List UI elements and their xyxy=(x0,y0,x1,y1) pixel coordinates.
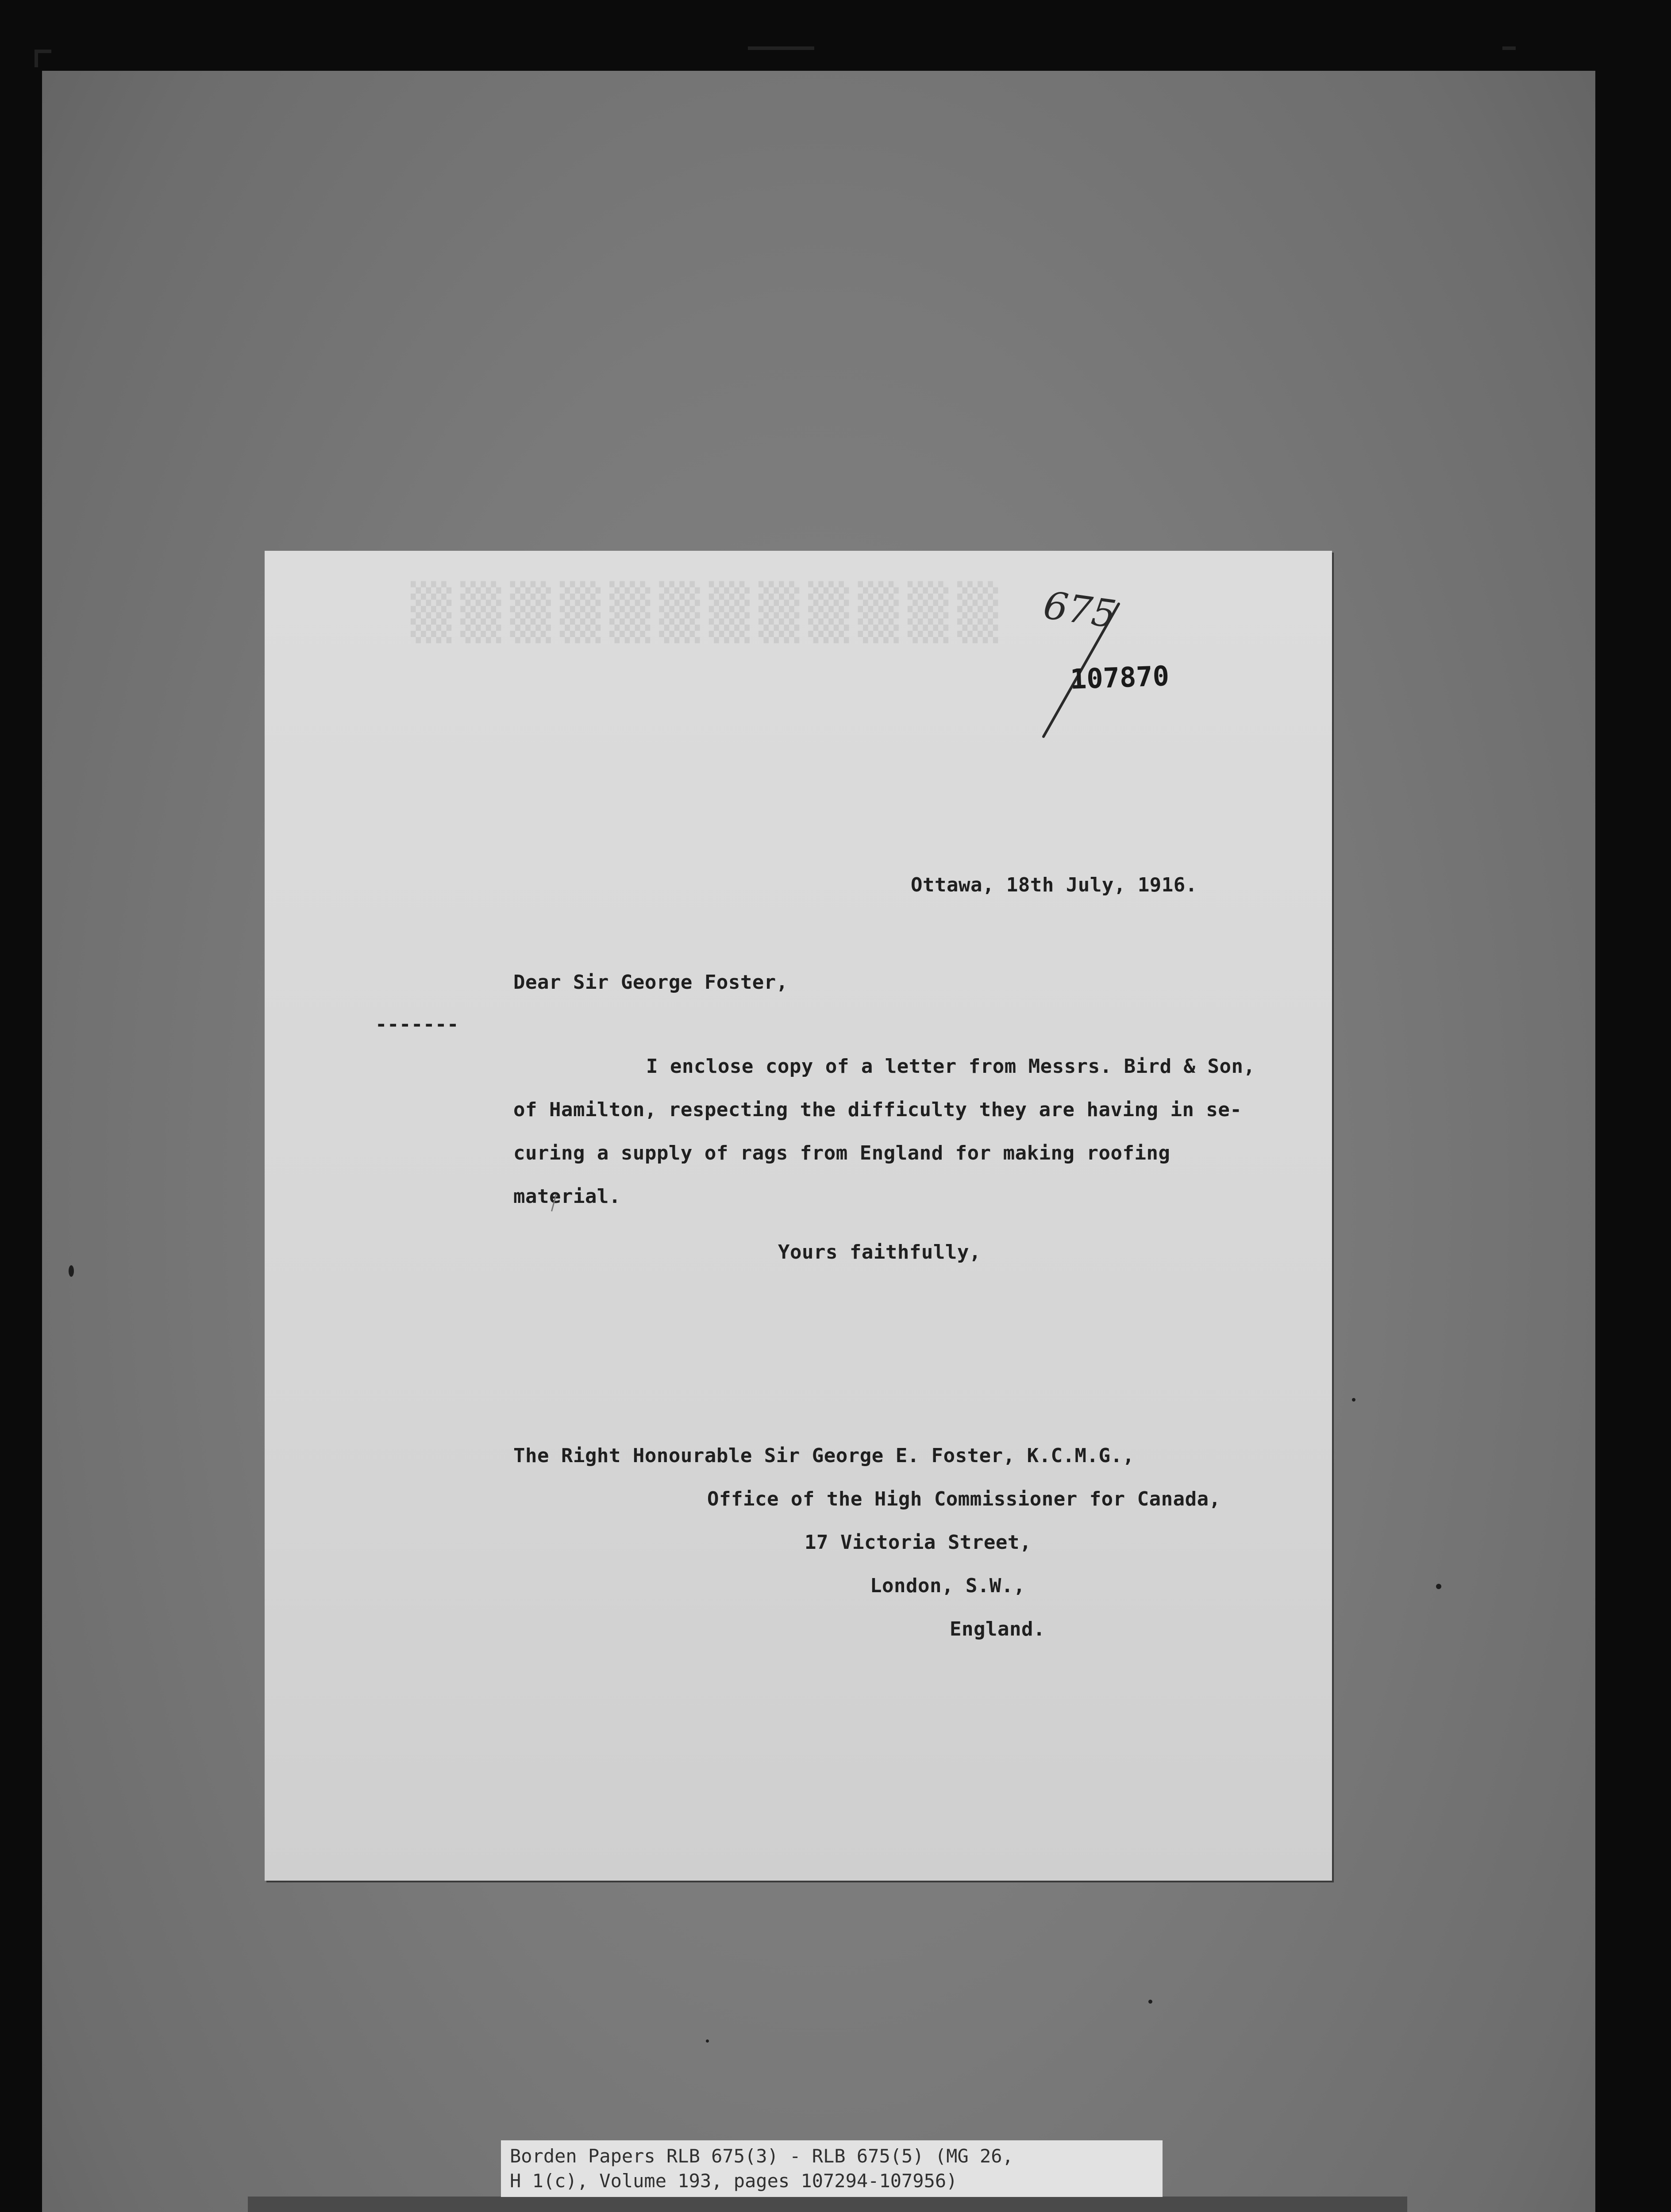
closing: Yours faithfully, xyxy=(778,1241,981,1263)
dust-speck xyxy=(706,2039,709,2043)
address-line: Office of the High Commissioner for Canada, xyxy=(707,1488,1221,1510)
salutation: Dear Sir George Foster, xyxy=(513,971,788,994)
address-line: England. xyxy=(950,1618,1045,1640)
letterhead-bleed-through: ▒▒▒▒▒▒▒▒▒▒▒▒ xyxy=(411,582,1007,643)
body-line: of Hamilton, respecting the difficulty they are having in se- xyxy=(513,1098,1242,1121)
dust-speck xyxy=(1436,1584,1441,1589)
citation-label xyxy=(501,2140,1163,2197)
mount-shadow-band xyxy=(248,2197,1407,2212)
body-line: I enclose copy of a letter from Messrs. Bird & Son, xyxy=(646,1055,1255,1078)
address-line: The Right Honourable Sir George E. Foster, K.C.M.G., xyxy=(513,1444,1135,1467)
registration-dash xyxy=(1502,46,1516,50)
address-line: 17 Victoria Street, xyxy=(805,1531,1032,1554)
registration-corner-mark xyxy=(35,50,51,67)
registration-dash xyxy=(748,46,814,50)
body-line: material. xyxy=(513,1185,621,1208)
letter-page xyxy=(265,551,1332,1881)
citation-line: H 1(c), Volume 193, pages 107294-107956) xyxy=(510,2170,958,2192)
dust-speck xyxy=(69,1265,74,1277)
address-line: London, S.W., xyxy=(870,1575,1025,1597)
handwritten-page-number: 675 xyxy=(1040,583,1119,637)
dust-speck xyxy=(1352,1398,1355,1402)
document-number-stamp: 107870 xyxy=(1069,660,1170,695)
citation-line: Borden Papers RLB 675(3) - RLB 675(5) (MG 26, xyxy=(510,2145,1013,2167)
separator-dashes: ------- xyxy=(375,1013,459,1036)
date-line: Ottawa, 18th July, 1916. xyxy=(911,874,1197,896)
dust-speck xyxy=(1148,2000,1152,2004)
body-line: curing a supply of rags from England for making roofing xyxy=(513,1142,1170,1164)
